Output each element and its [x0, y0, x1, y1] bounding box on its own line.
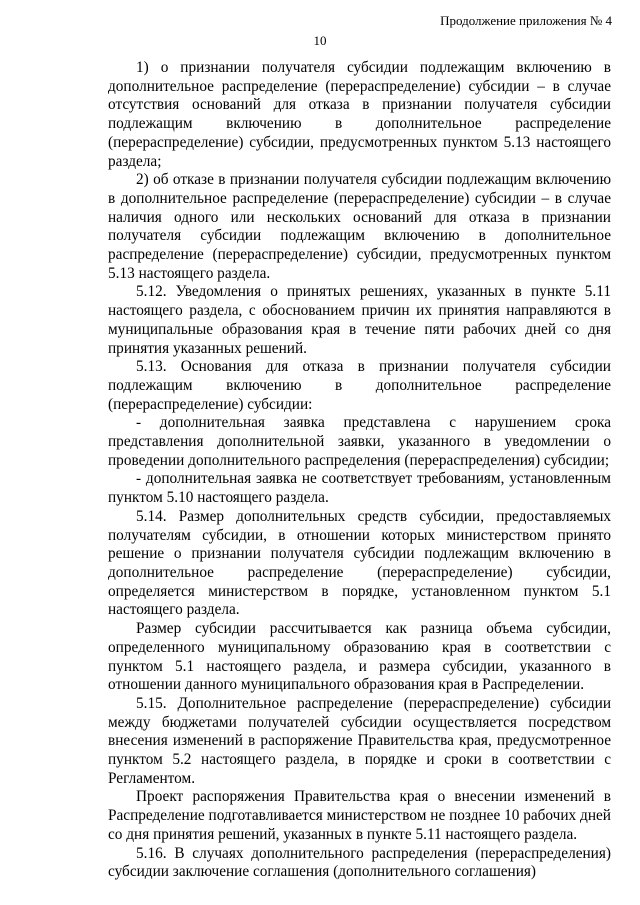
- paragraph-5-13-item-2: - дополнительная заявка не соответствует требованиям, установленным пунктом 5.10 настоящего раздела.: [108, 470, 611, 507]
- paragraph-decision-refusal: 2) об отказе в признании получателя субсидии подлежащим включению в дополнительное распределение (перераспределение) субсидии – в случае наличия одного или нескольких оснований для отказа в признании получателя субсидии подлежащим включению в дополнительное распределение (перераспределение) субсидии, предусмотренных пунктом 5.13 настоящего раздела.: [108, 171, 611, 282]
- paragraph-5-13-item-1: - дополнительная заявка представлена с нарушением срока представления дополнительной заявки, указанного в уведомлении о проведении дополнительного распределения (перераспределения) субсидии;: [108, 414, 611, 469]
- document-body: [108, 59, 611, 882]
- appendix-continuation-note: Продолжение приложения № 4: [440, 13, 612, 28]
- paragraph-5-14: 5.14. Размер дополнительных средств субсидии, предоставляемых получателям субсидии, в отношении которых министерством принято решение о признании получателя субсидии подлежащим включению в дополнительное распределение (перераспределение) субсидии, определяется министерством в порядке, установленном пунктом 5.1 настоящего раздела.: [108, 507, 611, 619]
- paragraph-5-15: 5.15. Дополнительное распределение (перераспределение) субсидии между бюджетами получателей субсидии осуществляется посредством внесения изменений в распоряжение Правительства края, предусмотренное пунктом 5.2 настоящего раздела, в порядке и сроки в соответствии с Регламентом.: [108, 694, 611, 787]
- paragraph-5-16: 5.16. В случаях дополнительного распределения (перераспределения) субсидии заключение соглашения (дополнительного соглашения): [108, 844, 611, 881]
- paragraph-decision-inclusion: 1) о признании получателя субсидии подлежащим включению в дополнительное распределение (перераспределение) субсидии – в случае отсутствия оснований для отказа в признании получателя субсидии подлежащим включению в дополнительное распределение (перераспределение) субсидии, предусмотренных пунктом 5.13 настоящего раздела;: [108, 59, 611, 170]
- paragraph-5-13: 5.13. Основания для отказа в признании получателя субсидии подлежащим включению в дополнительное распределение (перераспределение) субсидии:: [108, 358, 611, 413]
- paragraph-draft-order: Проект распоряжения Правительства края о внесении изменений в Распределение подготавливается министерством не позднее 10 рабочих дней со дня принятия решений, указанных в пункте 5.11 настоящего раздела.: [108, 788, 611, 843]
- paragraph-5-12: 5.12. Уведомления о принятых решениях, указанных в пункте 5.11 настоящего раздела, с обоснованием причин их принятия направляются в муниципальные образования края в течение пяти рабочих дней со дня принятия указанных решений.: [108, 283, 611, 357]
- page-number: 10: [313, 33, 327, 48]
- paragraph-subsidy-size: Размер субсидии рассчитывается как разница объема субсидии, определенного муниципальному образованию края в соответствии с пунктом 5.1 настоящего раздела, и размера субсидии, указанного в отношении данного муниципального образования края в Распределении.: [108, 620, 611, 694]
